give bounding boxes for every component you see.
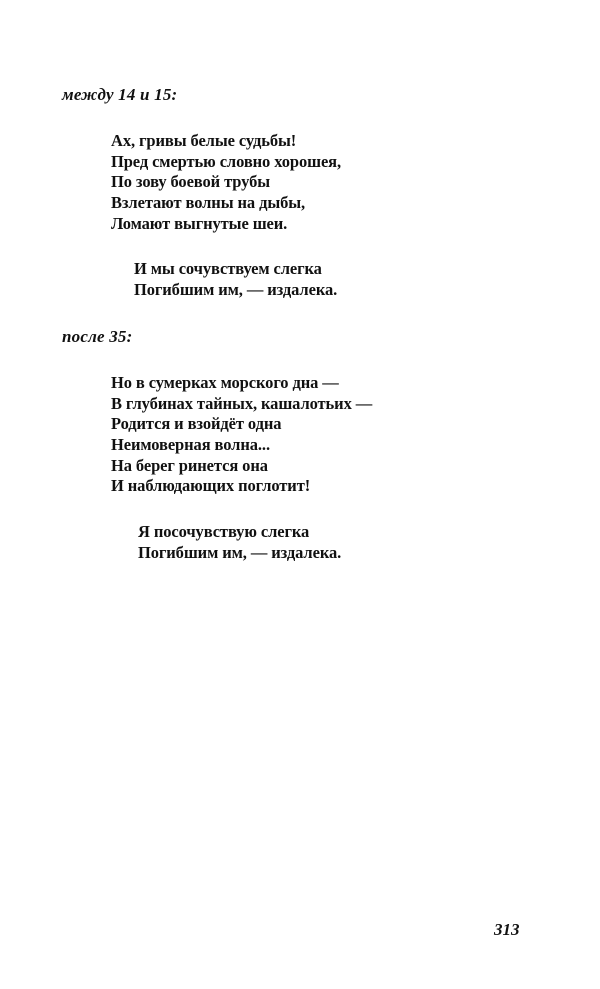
section-heading-between-14-15: между 14 и 15:	[62, 85, 178, 104]
verse-line: Неимоверная волна...	[111, 435, 270, 455]
stanza-4-refrain	[138, 522, 341, 563]
stanza-1	[111, 131, 341, 234]
verse-line: В глубинах тайных, кашалотьих —	[111, 393, 373, 413]
verse-line: По зову боевой трубы	[111, 172, 271, 192]
verse-line: Взлетают волны на дыбы,	[111, 193, 306, 213]
verse-line: Ах, гривы белые судьбы!	[111, 131, 297, 150]
stanza-3	[111, 373, 372, 497]
verse-line: Пред смертью словно хорошея,	[111, 151, 342, 171]
verse-line: И наблюдающих поглотит!	[111, 476, 311, 496]
verse-line: И мы сочувствуем слегка	[134, 259, 322, 278]
section-heading-after-35: после 35:	[62, 327, 133, 346]
verse-line: Я посочувствую слегка	[138, 522, 310, 541]
verse-line: Родится и взойдёт одна	[111, 414, 282, 434]
verse-line: На берег ринется она	[111, 455, 268, 475]
page-number: 313	[494, 920, 520, 939]
verse-line: Но в сумерках морского дна —	[111, 373, 339, 392]
verse-line: Погибшим им, — издалека.	[138, 542, 342, 562]
verse-line: Погибшим им, — издалека.	[134, 279, 338, 299]
verse-line: Ломают выгнутые шеи.	[111, 213, 288, 233]
stanza-2-refrain	[134, 259, 337, 300]
